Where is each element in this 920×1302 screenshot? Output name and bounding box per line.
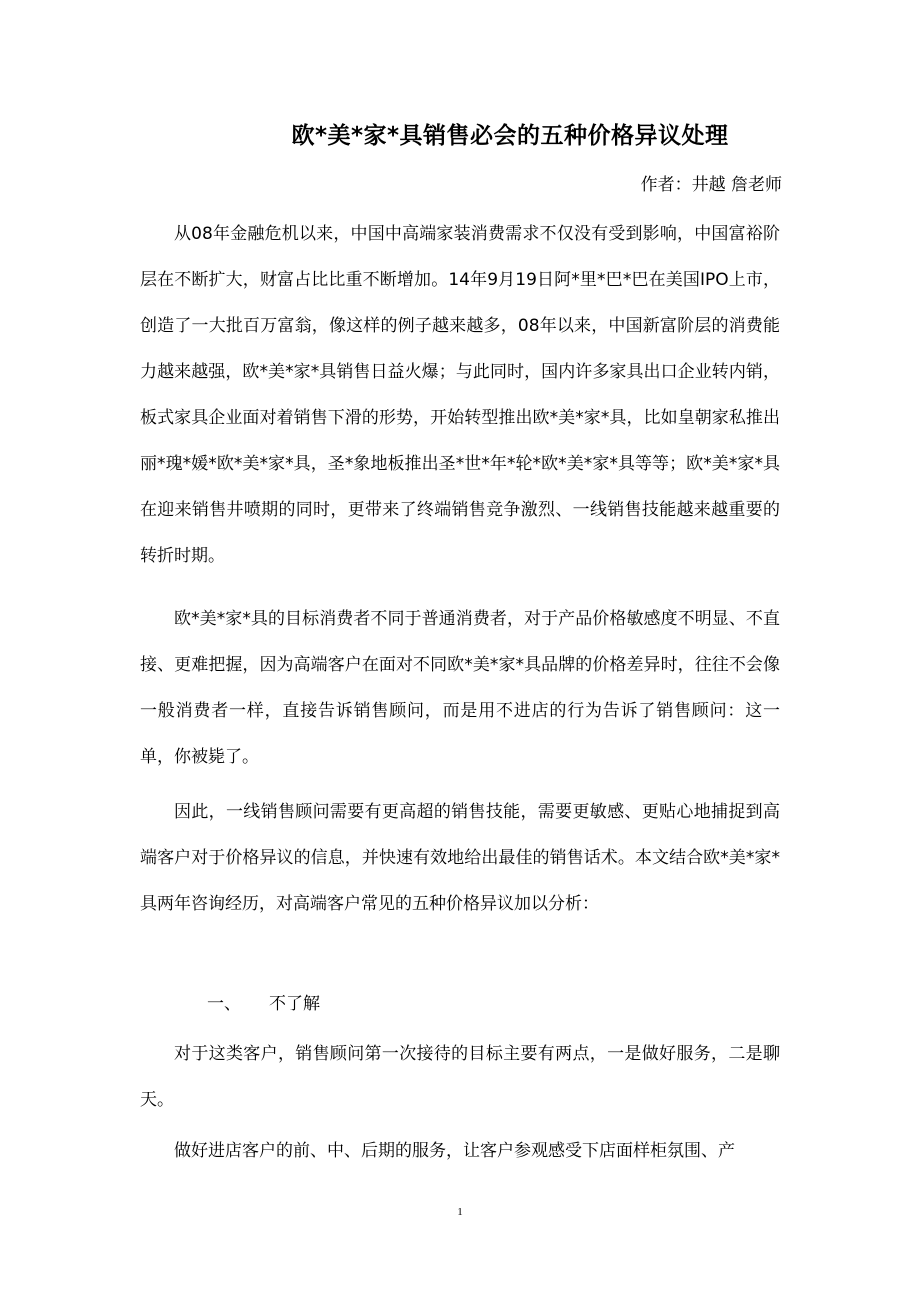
- paragraph-conclusion: 因此，一线销售顾问需要有更高超的销售技能，需要更敏感、更贴心地捕捉到高端客户对于价格异议的信息，并快速有效地给出最佳的销售话术。本文结合欧*美*家*具两年咨询经历，对高端客户常见的五种价格异议加以分析：: [140, 802, 780, 914]
- paragraph-section-1: 对于这类客户，销售顾问第一次接待的目标主要有两点，一是做好服务，二是聊天。: [140, 1044, 780, 1110]
- document-title: 欧*美*家*具销售必会的五种价格异议处理: [291, 123, 729, 149]
- author-line: 作者：井越 詹老师: [640, 175, 782, 195]
- section-number: 一、: [207, 994, 241, 1014]
- page-number: 1: [457, 1206, 463, 1218]
- section-heading: [207, 986, 320, 1022]
- section-title: 不了解: [269, 994, 320, 1014]
- paragraph-section-2: 做好进店客户的前、中、后期的服务，让客户参观感受下店面样柜氛围、产: [174, 1141, 735, 1161]
- paragraph-target-consumer: 欧*美*家*具的目标消费者不同于普通消费者，对于产品价格敏感度不明显、不直接、更难把握，因为高端客户在面对不同欧*美*家*具品牌的价格差异时，往往不会像一般消费者一样，直接告诉销售顾问，而是用不进店的行为告诉了销售顾问：这一单，你被毙了。: [140, 609, 780, 767]
- paragraph-intro: 从08年金融危机以来，中国中高端家装消费需求不仅没有受到影响，中国富裕阶层在不断扩大，财富占比比重不断增加。14年9月19日阿*里*巴*巴在美国IPO上市，创造了一大批百万富翁，像这样的例子越来越多，08年以来，中国新富阶层的消费能力越来越强，欧*美*家*具销售日益火爆；与此同时，国内许多家具出口企业转内销，板式家具企业面对着销售下滑的形势，开始转型推出欧*美*家*具，比如皇朝家私推出丽*瑰*媛*欧*美*家*具，圣*象地板推出圣*世*年*轮*欧*美*家*具等等；欧*美*家*具在迎来销售井喷期的同时，更带来了终端销售竞争激烈、一线销售技能越来越重要的转折时期。: [140, 224, 780, 566]
